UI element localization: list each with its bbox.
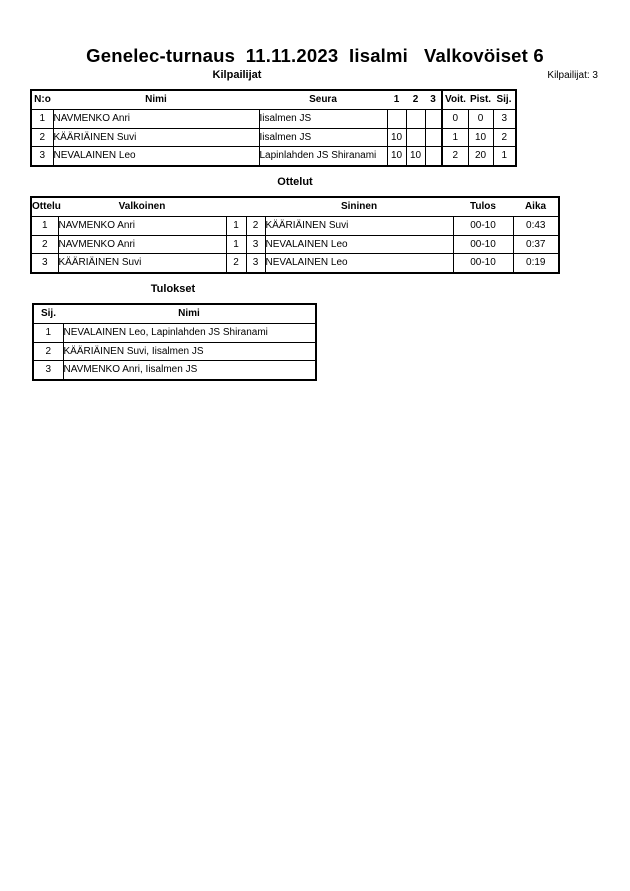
ottelut-table	[30, 196, 560, 274]
cell-no: 1	[31, 109, 53, 128]
cell-no: 2	[31, 128, 53, 147]
cell-sininen: NEVALAINEN Leo	[265, 254, 453, 273]
cell-nimi: NAVMENKO Anri	[53, 109, 259, 128]
table-row	[31, 216, 559, 235]
col-header-seura: Seura	[259, 90, 387, 109]
col-header-nimi: Nimi	[53, 90, 259, 109]
cell-valkoinen: NAVMENKO Anri	[58, 216, 226, 235]
cell-aika: 0:19	[513, 254, 559, 273]
cell-sininen: KÄÄRIÄINEN Suvi	[265, 216, 453, 235]
cell-sij: 3	[33, 361, 63, 380]
cell-voit: 0	[442, 109, 468, 128]
page-title: Genelec-turnaus 11.11.2023 Iisalmi Valkovöiset 6	[86, 45, 544, 66]
col-header-white-no	[226, 197, 246, 216]
cell-nimi: KÄÄRIÄINEN Suvi	[53, 128, 259, 147]
table-row	[33, 342, 316, 361]
cell-pool-3	[425, 109, 442, 128]
cell-nimi: KÄÄRIÄINEN Suvi, Iisalmen JS	[63, 342, 316, 361]
cell-aika: 0:43	[513, 216, 559, 235]
cell-nimi: NAVMENKO Anri, Iisalmen JS	[63, 361, 316, 380]
cell-pool-1	[387, 109, 406, 128]
cell-valkoinen: NAVMENKO Anri	[58, 235, 226, 254]
table-row	[31, 147, 516, 166]
cell-tulos: 00-10	[453, 254, 513, 273]
table-row	[31, 254, 559, 273]
table-row	[31, 128, 516, 147]
cell-white-no: 1	[226, 216, 246, 235]
kilpailijat-table	[30, 89, 517, 167]
cell-pool-3	[425, 147, 442, 166]
competitor-count: Kilpailijat: 3	[547, 70, 598, 81]
section-title-tulokset: Tulokset	[150, 283, 196, 295]
cell-sij: 1	[33, 323, 63, 342]
cell-seura: Iisalmen JS	[259, 109, 387, 128]
tulokset-table	[32, 303, 317, 381]
cell-valkoinen: KÄÄRIÄINEN Suvi	[58, 254, 226, 273]
cell-sij: 2	[493, 128, 516, 147]
cell-pool-1: 10	[387, 147, 406, 166]
cell-pool-3	[425, 128, 442, 147]
table-row	[31, 109, 516, 128]
cell-white-no: 2	[226, 254, 246, 273]
col-header-pool-3: 3	[425, 90, 442, 109]
col-header-voit: Voit.	[442, 90, 468, 109]
cell-nimi: NEVALAINEN Leo	[53, 147, 259, 166]
cell-pool-2: 10	[406, 147, 425, 166]
col-header-pool-2: 2	[406, 90, 425, 109]
cell-sij: 2	[33, 342, 63, 361]
cell-sininen: NEVALAINEN Leo	[265, 235, 453, 254]
table-row	[31, 235, 559, 254]
cell-ottelu: 2	[31, 235, 58, 254]
table-header-row	[33, 304, 316, 323]
table-header-row	[31, 197, 559, 216]
col-header-nimi: Nimi	[63, 304, 316, 323]
cell-voit: 1	[442, 128, 468, 147]
cell-pist: 10	[468, 128, 493, 147]
cell-sij: 1	[493, 147, 516, 166]
cell-pool-2	[406, 128, 425, 147]
cell-voit: 2	[442, 147, 468, 166]
cell-sij: 3	[493, 109, 516, 128]
cell-seura: Iisalmen JS	[259, 128, 387, 147]
cell-pool-1: 10	[387, 128, 406, 147]
col-header-valkoinen: Valkoinen	[58, 197, 226, 216]
cell-pist: 0	[468, 109, 493, 128]
table-row	[33, 323, 316, 342]
col-header-sininen: Sininen	[265, 197, 453, 216]
cell-tulos: 00-10	[453, 235, 513, 254]
cell-blue-no: 3	[246, 254, 265, 273]
col-header-sij: Sij.	[33, 304, 63, 323]
section-title-ottelut: Ottelut	[277, 176, 313, 188]
section-title-kilpailijat: Kilpailijat	[212, 69, 262, 81]
table-row	[33, 361, 316, 380]
table-header-row	[31, 90, 516, 109]
col-header-pool-1: 1	[387, 90, 406, 109]
col-header-blue-no	[246, 197, 265, 216]
cell-nimi: NEVALAINEN Leo, Lapinlahden JS Shiranami	[63, 323, 316, 342]
cell-no: 3	[31, 147, 53, 166]
col-header-ottelu: Ottelu	[31, 197, 58, 216]
col-header-pist: Pist.	[468, 90, 493, 109]
col-header-tulos: Tulos	[453, 197, 513, 216]
cell-aika: 0:37	[513, 235, 559, 254]
cell-white-no: 1	[226, 235, 246, 254]
cell-blue-no: 3	[246, 235, 265, 254]
col-header-sij: Sij.	[493, 90, 516, 109]
col-header-no: N:o	[31, 90, 53, 109]
cell-blue-no: 2	[246, 216, 265, 235]
cell-tulos: 00-10	[453, 216, 513, 235]
cell-seura: Lapinlahden JS Shiranami	[259, 147, 387, 166]
cell-pist: 20	[468, 147, 493, 166]
col-header-aika: Aika	[513, 197, 559, 216]
cell-pool-2	[406, 109, 425, 128]
cell-ottelu: 1	[31, 216, 58, 235]
cell-ottelu: 3	[31, 254, 58, 273]
